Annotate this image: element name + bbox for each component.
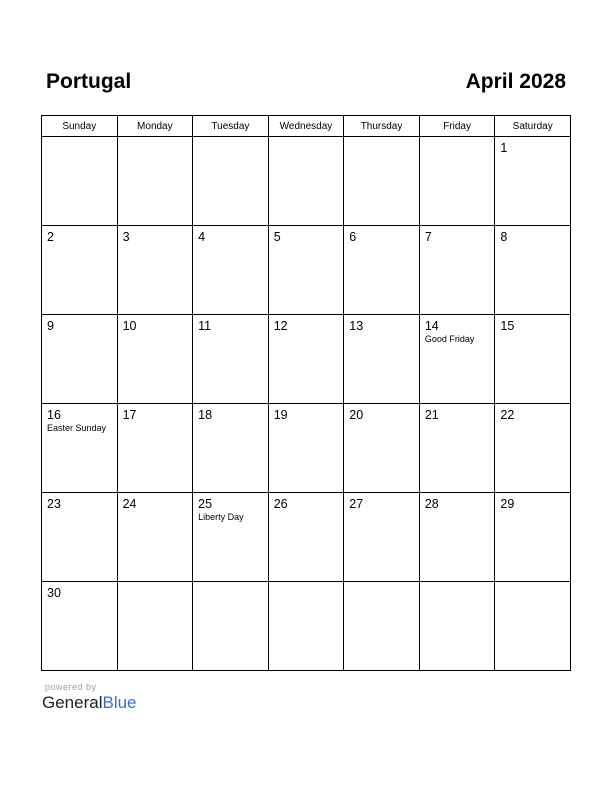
calendar-header: [46, 70, 566, 100]
day-cell: [117, 226, 193, 315]
weekday-header-row: [42, 116, 571, 137]
day-cell: [117, 137, 193, 226]
day-number: 6: [349, 230, 357, 244]
day-cell: [268, 493, 344, 582]
day-cell: [495, 226, 571, 315]
day-number: 29: [500, 497, 515, 511]
day-cell: [419, 226, 495, 315]
day-cell: [193, 226, 269, 315]
day-cell: [42, 137, 118, 226]
day-cell: [495, 137, 571, 226]
day-cell: [495, 315, 571, 404]
day-number: 24: [122, 497, 137, 511]
brand-general: General: [42, 693, 103, 712]
month-year-title: April 2028: [465, 70, 566, 93]
calendar-week-row: [42, 226, 571, 315]
brand-blue: Blue: [102, 693, 137, 712]
day-cell: [193, 137, 269, 226]
day-number: 26: [273, 497, 288, 511]
day-cell: [344, 493, 420, 582]
day-cell: [419, 315, 495, 404]
day-cell: [495, 493, 571, 582]
day-number: 17: [122, 408, 137, 422]
day-number: 11: [198, 319, 212, 333]
day-cell: [419, 137, 495, 226]
day-cell: [42, 404, 118, 493]
calendar-week-row: [42, 493, 571, 582]
day-cell: [42, 493, 118, 582]
day-cell: [42, 226, 118, 315]
day-cell: [268, 315, 344, 404]
day-cell: [193, 493, 269, 582]
generalblue-logo: [42, 693, 137, 713]
day-number: 8: [500, 230, 508, 244]
calendar-week-row: [42, 582, 571, 671]
weekday-thursday: Thursday: [344, 116, 420, 137]
day-cell: [419, 582, 495, 671]
day-cell: [42, 582, 118, 671]
day-number: 15: [500, 319, 515, 333]
day-number: 25: [198, 497, 213, 511]
holiday-label: Good Friday: [424, 334, 475, 344]
day-number: 22: [500, 408, 515, 422]
day-number: 7: [424, 230, 432, 244]
holiday-label: Liberty Day: [198, 512, 244, 522]
day-number: 13: [349, 319, 364, 333]
day-cell: [344, 404, 420, 493]
day-number: 12: [273, 319, 288, 333]
country-title: Portugal: [46, 70, 132, 93]
weekday-sunday: Sunday: [42, 116, 118, 137]
day-number: 9: [47, 319, 54, 333]
day-cell: [117, 493, 193, 582]
calendar-week-row: [42, 137, 571, 226]
powered-by-text: powered by: [45, 682, 97, 692]
day-number: 27: [349, 497, 364, 511]
weekday-friday: Friday: [419, 116, 495, 137]
day-cell: [495, 404, 571, 493]
day-cell: [193, 582, 269, 671]
day-number: 18: [198, 408, 213, 422]
day-number: 28: [424, 497, 439, 511]
day-cell: [268, 226, 344, 315]
day-cell: [117, 404, 193, 493]
day-cell: [117, 315, 193, 404]
day-number: 3: [122, 230, 130, 244]
day-number: 10: [122, 319, 137, 333]
day-number: 4: [198, 230, 206, 244]
footer: [42, 682, 137, 713]
day-cell: [268, 582, 344, 671]
day-number: 19: [273, 408, 288, 422]
weekday-monday: Monday: [117, 116, 193, 137]
day-number: 16: [47, 408, 61, 422]
day-cell: [344, 137, 420, 226]
day-number: 2: [47, 230, 54, 244]
day-cell: [344, 315, 420, 404]
day-cell: [42, 315, 118, 404]
calendar-week-row: [42, 404, 571, 493]
day-number: 1: [500, 141, 508, 155]
calendar-grid: [41, 115, 571, 671]
day-number: 14: [424, 319, 439, 333]
day-cell: [495, 582, 571, 671]
day-number: 21: [424, 408, 439, 422]
holiday-label: Easter Sunday: [47, 423, 107, 433]
day-cell: [117, 582, 193, 671]
day-cell: [344, 226, 420, 315]
day-cell: [193, 315, 269, 404]
day-cell: [419, 493, 495, 582]
calendar-week-row: [42, 315, 571, 404]
day-cell: [268, 137, 344, 226]
day-cell: [193, 404, 269, 493]
day-number: 30: [47, 586, 61, 600]
weekday-saturday: Saturday: [495, 116, 571, 137]
day-cell: [268, 404, 344, 493]
day-number: 5: [273, 230, 281, 244]
day-number: 23: [47, 497, 61, 511]
day-cell: [344, 582, 420, 671]
day-number: 20: [349, 408, 364, 422]
day-cell: [419, 404, 495, 493]
weekday-tuesday: Tuesday: [193, 116, 269, 137]
weekday-wednesday: Wednesday: [268, 116, 344, 137]
